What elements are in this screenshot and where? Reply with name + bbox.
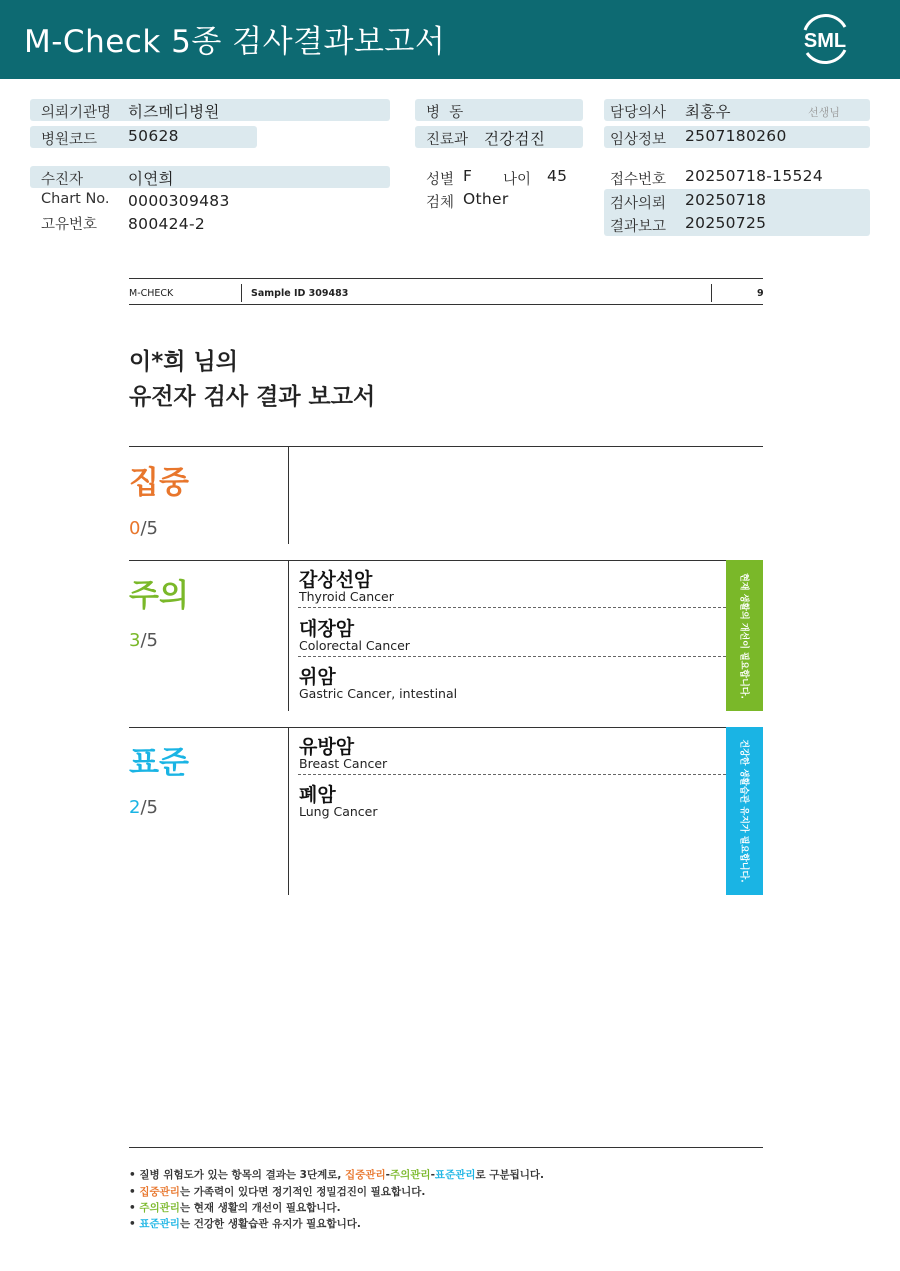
legend-text: 로 구분됩니다. (475, 1169, 545, 1181)
institution-label: 의뢰기관명 (41, 105, 112, 121)
legend-text: 질병 위험도가 있는 항목의 결과는 3단계로, (139, 1169, 346, 1181)
patient-bar (30, 166, 390, 188)
receipt-no-label: 접수번호 (610, 172, 667, 188)
legend-standard: 표준관리 (139, 1218, 180, 1230)
legend-dash: - (385, 1169, 390, 1181)
standard-side-tab (726, 727, 763, 895)
legend-text: 는 가족력이 있다면 정기적인 정밀검진이 필요합니다. (179, 1186, 426, 1198)
hospital-code-value: 50628 (128, 127, 179, 145)
sml-logo (795, 10, 855, 68)
top-bar-divider-2 (711, 284, 712, 302)
standard-side-note: 건강한 생활습관 유지가 필요합니다. (738, 739, 748, 883)
receipt-no-value: 20250718-15524 (685, 167, 823, 185)
caution-divider (288, 561, 289, 711)
page-number: 9 (757, 288, 764, 299)
intensive-title: 집중 (129, 465, 189, 501)
legend-line-1 (129, 1167, 544, 1182)
legend-line-3 (129, 1200, 341, 1215)
legend-intensive: 집중관리 (139, 1186, 180, 1198)
report-title: M-Check 5종 검사결과보고서 (24, 24, 446, 60)
legend-intensive: 집중관리 (345, 1169, 386, 1181)
chart-no-label: Chart No. (41, 191, 110, 207)
doctor-value: 최홍우 (685, 103, 731, 121)
item-separator (298, 607, 726, 608)
test-request-label: 검사의뢰 (610, 196, 667, 212)
disease-name-ko: 유방암 (299, 736, 355, 758)
standard-count-total: /5 (140, 797, 158, 818)
caution-count-total: /5 (140, 630, 158, 651)
clinical-info-label: 임상정보 (610, 132, 667, 148)
legend-line-4 (129, 1216, 361, 1231)
report-header (0, 0, 900, 79)
unique-no-value: 800424-2 (128, 215, 206, 233)
intensive-count (129, 518, 158, 539)
age-value: 45 (547, 167, 568, 185)
disease-name-ko: 위암 (299, 666, 336, 688)
legend-bullet: • (129, 1169, 136, 1181)
sex-label: 성별 (426, 172, 455, 188)
greeting-title: 유전자 검사 결과 보고서 (129, 384, 376, 410)
legend-line-2 (129, 1184, 425, 1199)
standard-top-line (129, 727, 763, 728)
legend-bullet: • (129, 1186, 136, 1198)
legend-standard: 표준관리 (434, 1169, 476, 1181)
intensive-count-value: 0 (129, 518, 141, 539)
legend-bullet: • (129, 1218, 136, 1230)
disease-name-ko: 폐암 (299, 784, 336, 806)
intensive-count-total: /5 (140, 518, 158, 539)
result-report-value: 20250725 (685, 214, 767, 232)
caution-count-value: 3 (129, 630, 141, 651)
institution-value: 히즈메디병원 (128, 103, 220, 121)
specimen-label: 검체 (426, 195, 455, 211)
doctor-label: 담당의사 (610, 105, 667, 121)
disease-name-en: Colorectal Cancer (299, 638, 410, 653)
caution-top-line (129, 560, 763, 561)
legend-text: 는 건강한 생활습관 유지가 필요합니다. (179, 1218, 361, 1230)
caution-title: 주의 (129, 578, 189, 614)
ward-label: 병 동 (426, 105, 464, 121)
item-separator (298, 774, 726, 775)
standard-count-value: 2 (129, 797, 141, 818)
age-label: 나이 (503, 172, 532, 188)
legend-caution: 주의관리 (139, 1202, 180, 1214)
intensive-divider (288, 447, 289, 544)
standard-count (129, 797, 158, 818)
patient-label: 수진자 (41, 172, 84, 188)
top-bar-line-lower (129, 304, 763, 305)
sample-id: Sample ID 309483 (251, 288, 349, 299)
caution-side-note: 현재 생활의 개선이 필요합니다. (738, 572, 748, 699)
result-report-label: 결과보고 (610, 219, 667, 235)
item-separator (298, 656, 726, 657)
specimen-value: Other (463, 190, 509, 208)
doctor-suffix: 선생님 (808, 106, 840, 119)
legend-caution: 주의관리 (389, 1169, 431, 1181)
caution-side-tab (726, 560, 763, 711)
hospital-code-label: 병원코드 (41, 132, 98, 148)
patient-value: 이연희 (128, 170, 174, 188)
legend-text: 는 현재 생활의 개선이 필요합니다. (179, 1202, 341, 1214)
disease-name-en: Breast Cancer (299, 756, 388, 771)
greeting-name: 이*희 님의 (129, 349, 238, 375)
standard-divider (288, 728, 289, 895)
unique-no-label: 고유번호 (41, 217, 98, 233)
standard-title: 표준 (129, 745, 189, 781)
legend-top-line (129, 1147, 763, 1148)
top-bar-line-upper (129, 278, 763, 279)
top-bar-divider-1 (241, 284, 242, 302)
disease-name-en: Lung Cancer (299, 804, 378, 819)
legend-bullet: • (129, 1202, 136, 1214)
disease-name-ko: 갑상선암 (299, 569, 373, 591)
disease-name-en: Thyroid Cancer (299, 589, 394, 604)
logo-text: SML (803, 30, 847, 52)
disease-name-en: Gastric Cancer, intestinal (299, 686, 458, 701)
test-request-value: 20250718 (685, 191, 767, 209)
disease-name-ko: 대장암 (299, 618, 355, 640)
clinical-info-value: 2507180260 (685, 127, 787, 145)
caution-count (129, 630, 158, 651)
brand-label: M-CHECK (129, 288, 174, 299)
department-value: 건강검진 (484, 130, 546, 148)
department-label: 진료과 (426, 132, 469, 148)
sex-value: F (463, 167, 473, 185)
intensive-top-line (129, 446, 763, 447)
chart-no-value: 0000309483 (128, 192, 230, 210)
legend-dash: - (430, 1169, 435, 1181)
